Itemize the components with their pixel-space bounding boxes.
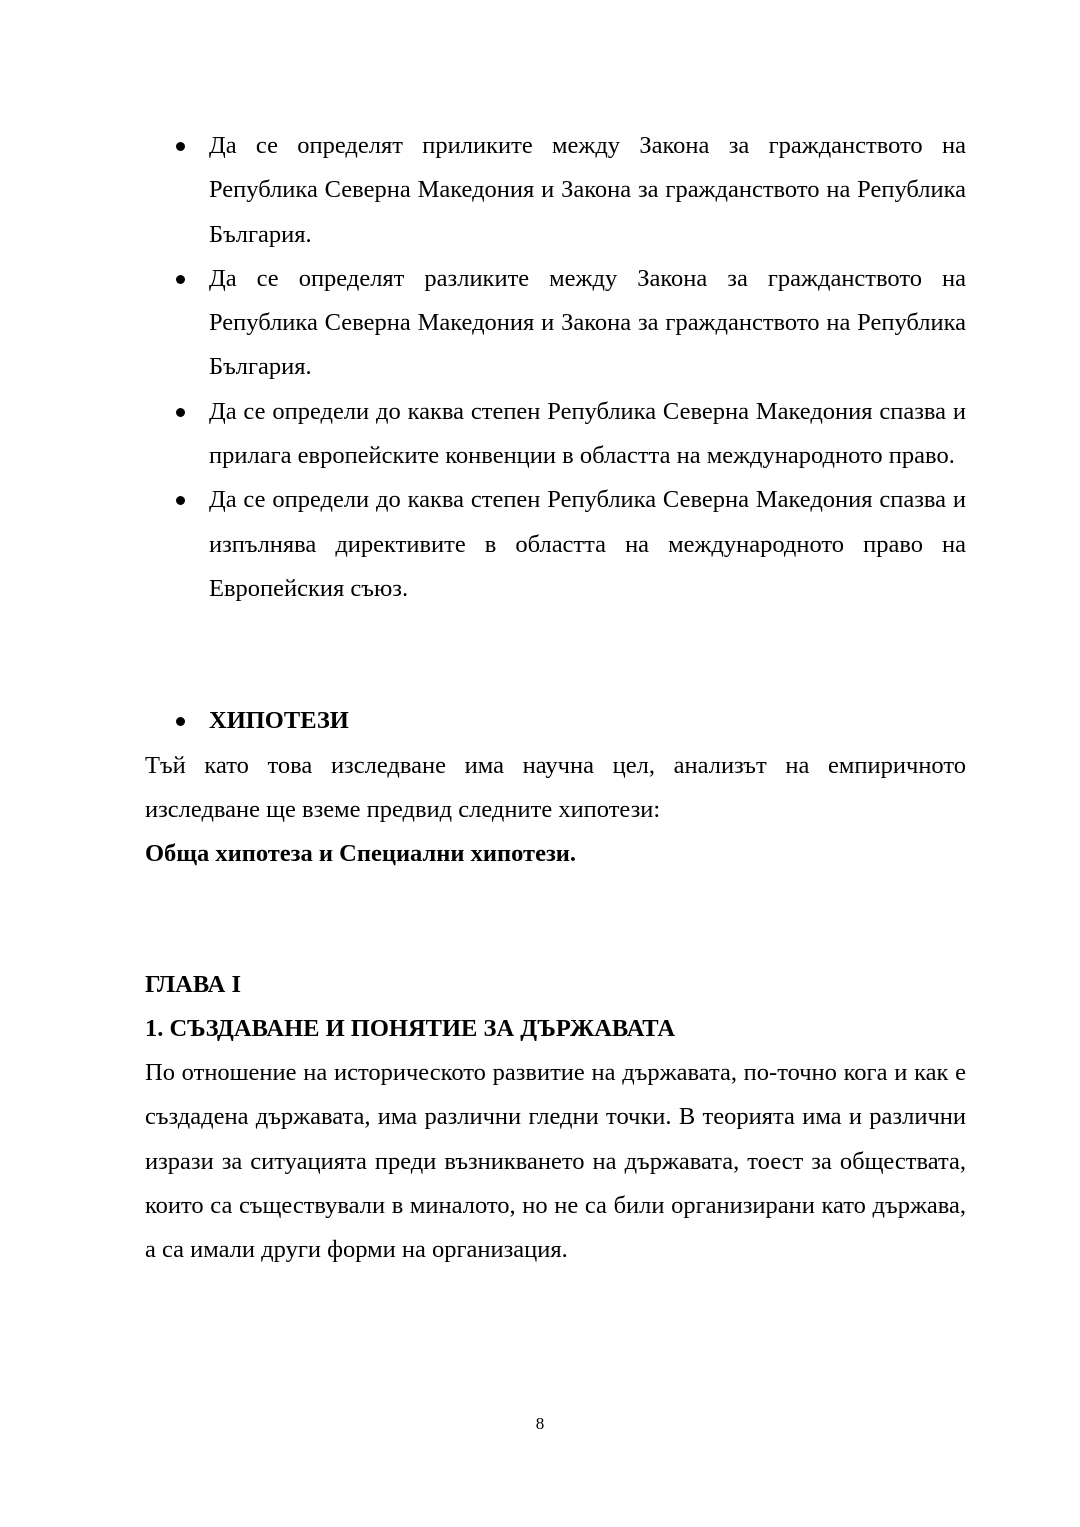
bullet-icon [176,717,185,726]
bullet-icon [176,142,185,151]
list-item [174,124,966,257]
objective-text: Да се определи до каква степен Република Северна Македония спазва и прилага европейските конвенции в областта на международното право. [209,397,966,470]
chapter-label: ГЛАВА I [145,971,241,998]
list-item [174,478,966,611]
list-item [174,390,966,479]
list-item [174,257,966,390]
section-title: 1. СЪЗДАВАНЕ И ПОНЯТИЕ ЗА ДЪРЖАВАТА [145,1015,676,1042]
bullet-icon [176,275,185,284]
section-paragraph: По отношение на историческото развитие на държавата, по-точно кога и как е създадена държавата, има различни гледни точки. В теорията има и различни изрази за ситуацията преди възникването на държавата, тоест за обществата, които са съществували в миналото, но не са били организирани като държава, а са имали други форми на организация. [145,1059,966,1264]
hypotheses-types: Обща хипотеза и Специални хипотези. [145,840,577,867]
bullet-icon [176,496,185,505]
hypotheses-heading [174,699,966,743]
objectives-list [174,124,966,611]
objective-text: Да се определят приликите между Закона за гражданството на Република Северна Македония и Закона за гражданството на Република България. [209,132,966,248]
hypotheses-intro: Тъй като това изследване има научна цел, анализът на емпиричното изследване ще вземе предвид следните хипотези: [145,752,966,824]
hypotheses-heading-text: ХИПОТЕЗИ [209,707,349,734]
objective-text: Да се определят разликите между Закона за гражданството на Република Северна Македония и Закона за гражданството на Република България. [209,264,966,381]
bullet-icon [176,408,185,417]
page-number: 8 [535,1414,545,1433]
objective-text: Да се определи до каква степен Република Северна Македония спазва и изпълнява директивите в областта на международното право на Европейския съюз. [209,486,966,602]
